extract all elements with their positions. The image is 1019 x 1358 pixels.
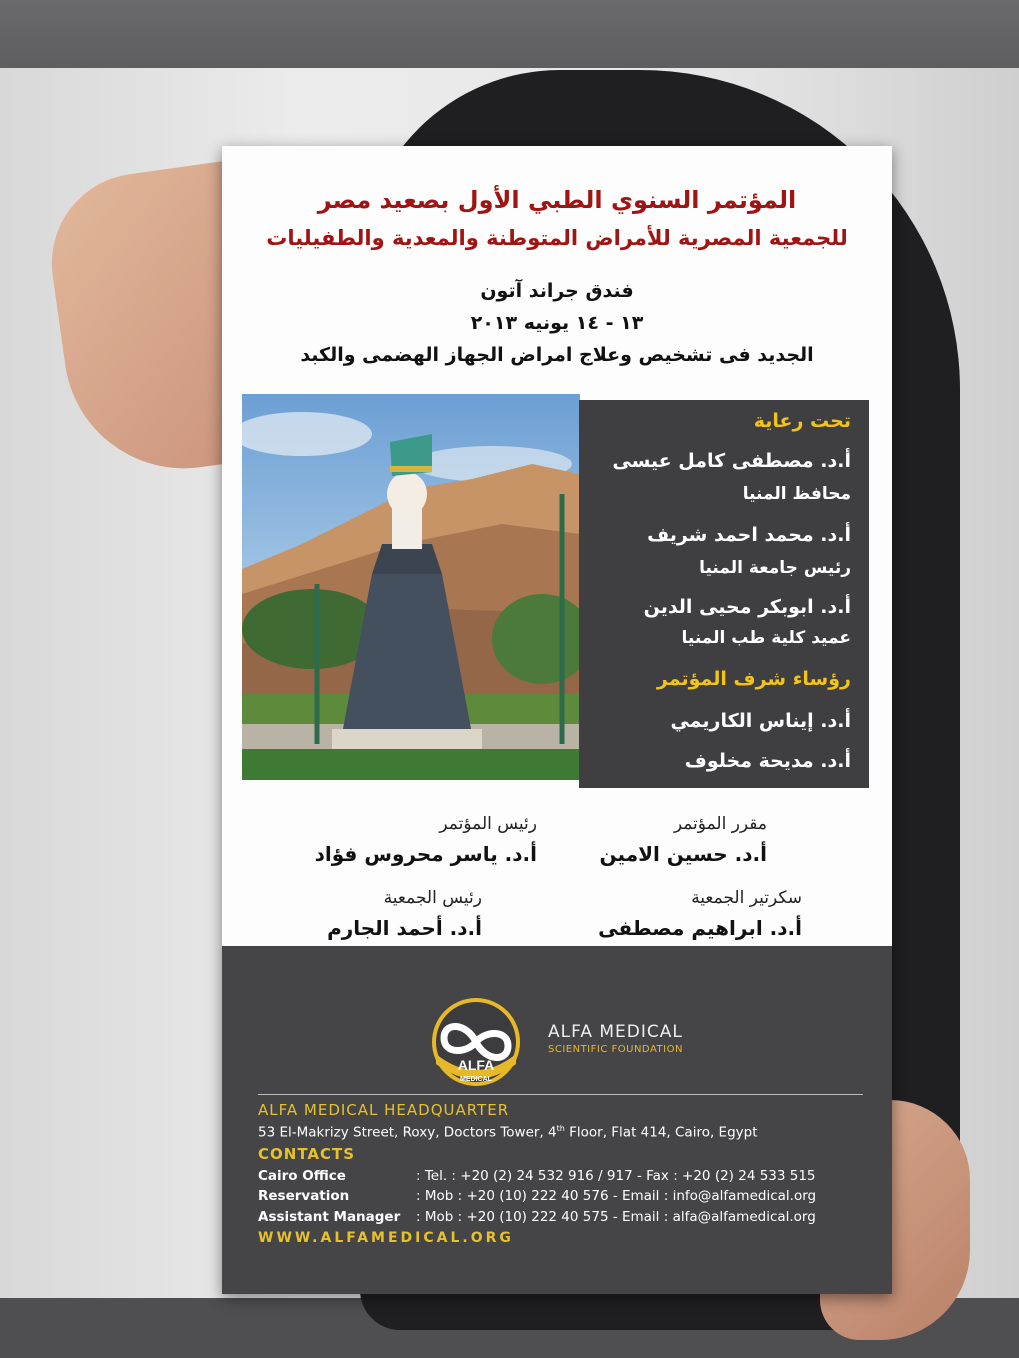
organizer-name: أ.د. ابراهيم مصطفى <box>598 916 802 940</box>
organizer-name: أ.د. حسين الامين <box>599 842 767 866</box>
website-link[interactable]: WWW.ALFAMEDICAL.ORG <box>258 1230 514 1246</box>
logo-mark-text: ALFA <box>457 1057 495 1073</box>
logo-mark-subtext: MEDICAL <box>460 1076 492 1083</box>
honorary-name: أ.د. إيناس الكاريمي <box>670 710 851 732</box>
organizer-block <box>547 814 767 866</box>
conference-poster <box>222 146 892 1294</box>
backdrop-top <box>0 0 1019 68</box>
organizer-role: رئيس المؤتمر <box>439 814 537 834</box>
patron-role: عميد كلية طب المنيا <box>681 628 851 648</box>
contact-label: Reservation <box>258 1188 350 1204</box>
logo-name: ALFA MEDICAL <box>548 1022 683 1042</box>
organizer-role: مقرر المؤتمر <box>673 814 767 834</box>
organizer-block <box>257 814 537 866</box>
conference-theme: الجديد فى تشخيص وعلاج امراض الجهاز الهضمى والكبد <box>300 344 814 366</box>
contact-label: Cairo Office <box>258 1168 346 1184</box>
alfa-medical-logo-icon <box>426 994 526 1090</box>
organizer-name: أ.د. أحمد الجارم <box>327 916 482 940</box>
nefertiti-statue-photo <box>242 394 580 780</box>
hq-title: ALFA MEDICAL HEADQUARTER <box>258 1101 510 1119</box>
organizer-block <box>552 888 802 940</box>
organizer-name: أ.د. ياسر محروس فؤاد <box>314 842 537 866</box>
contact-value: : Tel. : +20 (2) 24 532 916 / 917 - Fax : +20 (2) 24 533 515 <box>416 1168 816 1184</box>
patron-name: أ.د. ابوبكر محيى الدين <box>643 596 851 618</box>
contact-value: : Mob : +20 (10) 222 40 575 - Email : alfa@alfamedical.org <box>416 1209 816 1225</box>
organizer-role: سكرتير الجمعية <box>691 888 802 908</box>
patron-name: أ.د. مصطفى كامل عيسى <box>612 450 851 472</box>
honorary-name: أ.د. مديحة مخلوف <box>684 750 851 772</box>
venue: فندق جراند آتون <box>480 280 634 302</box>
hq-address: 53 El-Makrizy Street, Roxy, Doctors Tower, 4th Floor, Flat 414, Cairo, Egypt <box>258 1124 758 1141</box>
patron-role: محافظ المنيا <box>742 484 851 504</box>
patron-name: أ.د. محمد احمد شريف <box>647 524 851 546</box>
patronage-heading: تحت رعاية <box>753 410 851 432</box>
poster-title: المؤتمر السنوي الطبي الأول بصعيد مصر <box>317 186 797 214</box>
patron-role: رئيس جامعة المنيا <box>699 558 851 578</box>
patronage-panel <box>579 400 869 788</box>
logo-subtitle: SCIENTIFIC FOUNDATION <box>548 1044 683 1055</box>
contact-value: : Mob : +20 (10) 222 40 576 - Email : info@alfamedical.org <box>416 1188 817 1204</box>
honorary-heading: رؤساء شرف المؤتمر <box>656 668 851 690</box>
organizer-block <box>262 888 482 940</box>
contacts-title: CONTACTS <box>258 1145 356 1163</box>
organizer-role: رئيس الجمعية <box>383 888 482 908</box>
poster-subtitle: للجمعية المصرية للأمراض المتوطنة والمعدية والطفيليات <box>266 226 848 250</box>
dates: ١٣ - ١٤ يونيه ٢٠١٣ <box>470 312 644 334</box>
footer-divider <box>258 1094 863 1095</box>
contact-label: Assistant Manager <box>258 1209 401 1225</box>
